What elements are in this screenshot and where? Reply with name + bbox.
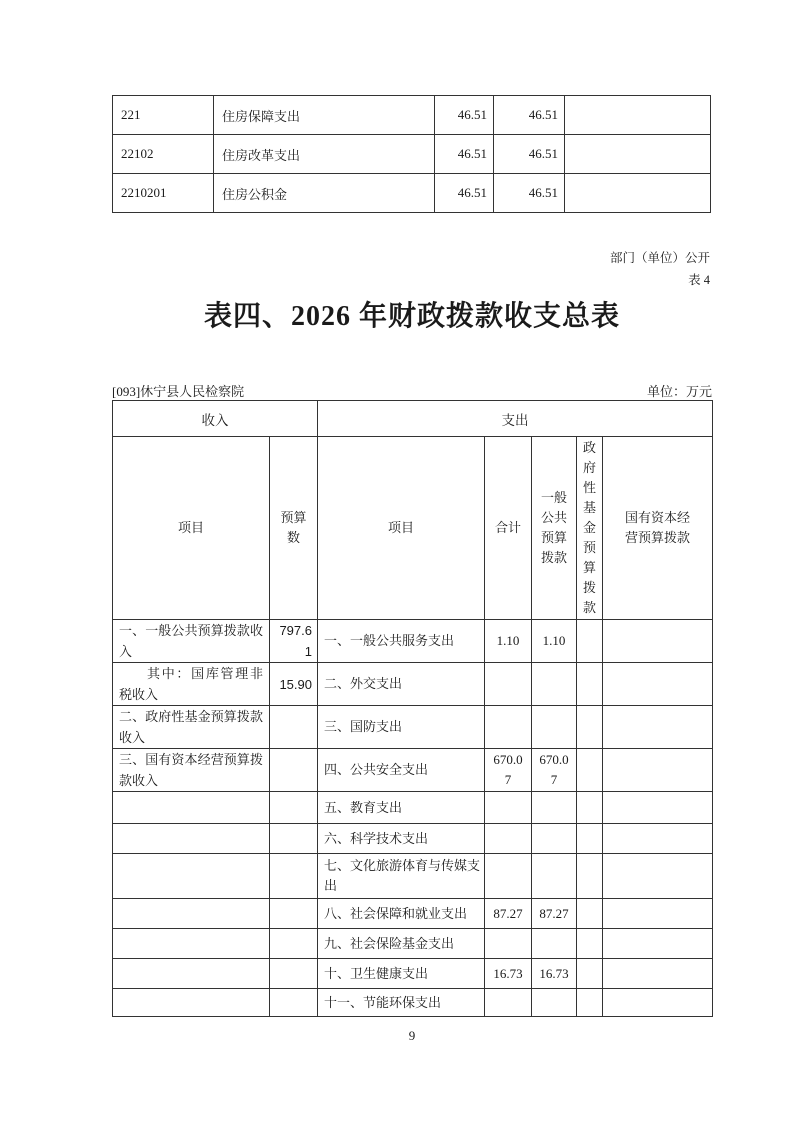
exp-total [485,706,532,749]
income-budget [270,899,318,929]
exp-item: 一、一般公共服务支出 [318,620,485,663]
income-budget [270,959,318,989]
exp-item: 五、教育支出 [318,792,485,824]
table-row [113,174,711,213]
exp-general [532,663,577,706]
column-header-row [113,437,713,620]
exp-fund [577,824,603,854]
budget-value-3 [565,174,711,213]
table-row [113,620,713,663]
exp-general [532,929,577,959]
income-item [113,899,270,929]
budget-code: 2210201 [113,174,214,213]
income-budget [270,706,318,749]
income-item [113,989,270,1017]
org-name: [093]休宁县人民检察院 [112,384,245,399]
exp-item: 九、社会保险基金支出 [318,929,485,959]
budget-value-2: 46.51 [494,135,565,174]
income-budget [270,989,318,1017]
exp-fund [577,929,603,959]
income-item [113,929,270,959]
table-row [113,96,711,135]
table-row [113,706,713,749]
exp-fund [577,749,603,792]
budget-value-3 [565,96,711,135]
corner-note [610,247,710,291]
table-row [113,792,713,824]
exp-fund [577,706,603,749]
section-header-row [113,401,713,437]
income-budget: 797.61 [270,620,318,663]
budget-value-2: 46.51 [494,96,565,135]
col-header-gov-fund: 政府性基金预算拨款 [577,437,603,620]
exp-general [532,854,577,899]
exp-fund [577,792,603,824]
exp-total [485,792,532,824]
col-header-state-capital: 国有资本经营预算拨款 [603,437,713,620]
exp-fund [577,663,603,706]
col-header-general-public: 一般公共预算拨款 [532,437,577,620]
table-row [113,663,713,706]
page-title: 表四、2026 年财政拨款收支总表 [203,301,620,332]
exp-capital [603,854,713,899]
exp-total: 16.73 [485,959,532,989]
exp-capital [603,706,713,749]
table-row [113,899,713,929]
exp-item: 七、文化旅游体育与传媒支出 [318,854,485,899]
budget-value-2: 46.51 [494,174,565,213]
page-number: 9 [408,1028,416,1043]
exp-general [532,824,577,854]
col-header-income-item: 项目 [113,437,270,620]
exp-item: 十一、节能环保支出 [318,989,485,1017]
income-budget [270,929,318,959]
unit-note: 单位：万元 [646,384,712,399]
income-budget [270,749,318,792]
exp-fund [577,620,603,663]
exp-capital [603,959,713,989]
exp-general [532,706,577,749]
exp-capital [603,749,713,792]
col-header-budget: 预算数 [270,437,318,620]
exp-capital [603,989,713,1017]
table-row [113,929,713,959]
income-budget: 15.90 [270,663,318,706]
exp-fund [577,989,603,1017]
income-budget [270,824,318,854]
exp-total [485,989,532,1017]
exp-item: 四、公共安全支出 [318,749,485,792]
exp-fund [577,854,603,899]
exp-item: 二、外交支出 [318,663,485,706]
exp-capital [603,899,713,929]
exp-total: 87.27 [485,899,532,929]
exp-capital [603,620,713,663]
exp-general: 87.27 [532,899,577,929]
budget-value-1: 46.51 [435,96,494,135]
table-row [113,989,713,1017]
table-row [113,959,713,989]
exp-item: 八、社会保障和就业支出 [318,899,485,929]
income-item: 三、国有资本经营预算拨款收入 [113,749,270,792]
budget-item-name: 住房保障支出 [214,96,435,135]
fiscal-appropriation-table [112,400,713,1017]
income-item [113,792,270,824]
income-section-header: 收入 [113,401,318,437]
income-item: 二、政府性基金预算拨款收入 [113,706,270,749]
exp-total [485,929,532,959]
org-unit-row [112,381,712,400]
budget-value-1: 46.51 [435,135,494,174]
income-item [113,824,270,854]
housing-expenditure-table [112,95,711,213]
exp-total [485,824,532,854]
exp-item: 六、科学技术支出 [318,824,485,854]
budget-item-name: 住房改革支出 [214,135,435,174]
budget-value-1: 46.51 [435,174,494,213]
expenditure-section-header: 支出 [318,401,713,437]
exp-capital [603,824,713,854]
income-item [113,959,270,989]
table-row [113,824,713,854]
income-budget [270,792,318,824]
exp-capital [603,792,713,824]
exp-general [532,792,577,824]
table-row [113,135,711,174]
exp-general: 16.73 [532,959,577,989]
income-item: 其中：国库管理非税收入 [113,663,270,706]
col-header-total: 合计 [485,437,532,620]
income-budget [270,854,318,899]
exp-general: 670.07 [532,749,577,792]
exp-item: 十、卫生健康支出 [318,959,485,989]
exp-total [485,854,532,899]
exp-total: 670.07 [485,749,532,792]
corner-note-line2: 表 4 [688,273,710,287]
exp-fund [577,899,603,929]
income-item: 一、一般公共预算拨款收入 [113,620,270,663]
exp-fund [577,959,603,989]
budget-item-name: 住房公积金 [214,174,435,213]
exp-general [532,989,577,1017]
exp-capital [603,663,713,706]
table-row [113,749,713,792]
exp-total [485,663,532,706]
budget-code: 221 [113,96,214,135]
exp-item: 三、国防支出 [318,706,485,749]
exp-capital [603,929,713,959]
corner-note-line1: 部门（单位）公开 [609,251,710,265]
exp-general: 1.10 [532,620,577,663]
col-header-exp-item: 项目 [318,437,485,620]
table-row [113,854,713,899]
budget-value-3 [565,135,711,174]
budget-code: 22102 [113,135,214,174]
income-item [113,854,270,899]
exp-total: 1.10 [485,620,532,663]
